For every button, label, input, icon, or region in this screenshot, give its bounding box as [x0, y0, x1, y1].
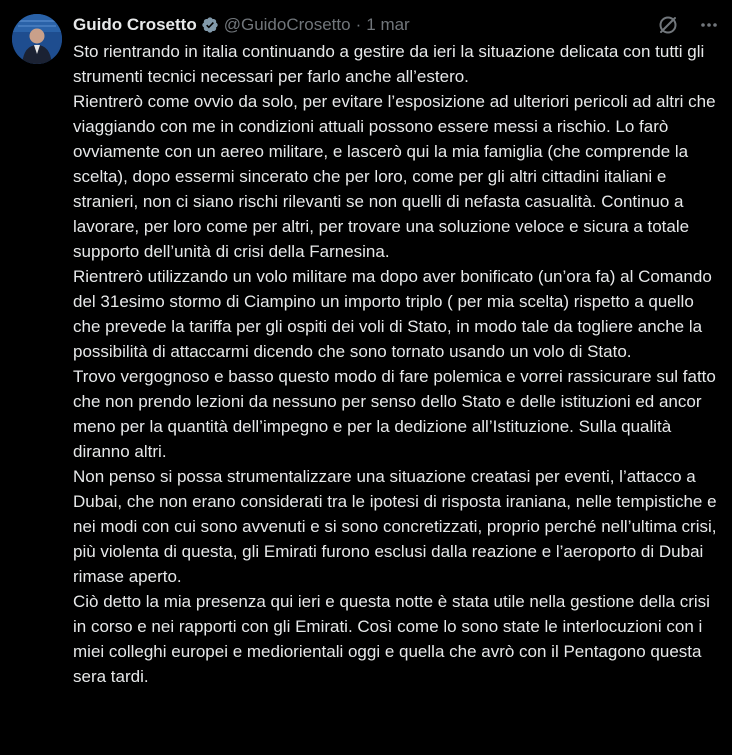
- separator-dot: ·: [355, 15, 362, 34]
- tweet-text: [73, 39, 723, 689]
- grok-icon[interactable]: [657, 14, 679, 36]
- more-options-icon[interactable]: [699, 15, 719, 35]
- tweet-content: [73, 12, 723, 689]
- tweet-paragraph: Sto rientrando in italia continuando a gestire da ieri la situazione delicata con tutti gli strumenti tecnici necessari per farlo anche all’estero.: [73, 42, 705, 86]
- tweet-paragraph: Non penso si possa strumentalizzare una situazione creatasi per eventi, l’attacco a Dubai, che non erano considerati tra le ipotesi di risposta iraniana, nelle tempistiche e nei modi con cui sono avvenuti e si sono concretizzati, proprio perché nell’ultima crisi, più violenta di questa, gli Emirati furono esclusi dalla reazione e l’aeroporto di Dubai rimase aperto.: [73, 467, 717, 586]
- author-handle[interactable]: @GuidoCrosetto: [223, 15, 351, 34]
- avatar-image: [12, 14, 62, 64]
- tweet-date[interactable]: 1 mar: [366, 15, 410, 34]
- tweet-actions: [657, 14, 723, 36]
- verified-badge-icon: [201, 16, 219, 34]
- author-name[interactable]: Guido Crosetto: [73, 15, 197, 34]
- tweet-header: [73, 12, 723, 38]
- tweet-paragraph: Rientrerò come ovvio da solo, per evitare l’esposizione ad ulteriori pericoli ad altri che viaggiando con me in condizioni attuali possono essere messi a rischio. Lo farò ovviamente con un aereo militare, e lascerò qui la mia famiglia (che comprende la scelta), dopo essermi sincerato che per loro, come per gli altri cittadini italiani e stranieri, non ci siano rischi rilevanti se non quelli di nefasta casualità. Continuo a lavorare, per loro come per altri, per trovare una soluzione veloce e sicura a totale supporto dell’unità di crisi della Farnesina.: [73, 92, 716, 261]
- tweet-paragraph: Ciò detto la mia presenza qui ieri e questa notte è stata utile nella gestione della crisi in corso e nei rapporti con gli Emirati. Così come lo sono state le interlocuzioni con i miei colleghi europei e mediorientali oggi e quella che avrò con il Pentagono questa sera tardi.: [73, 592, 710, 686]
- avatar[interactable]: [12, 14, 62, 64]
- tweet-paragraph: Rientrerò utilizzando un volo militare ma dopo aver bonificato (un’ora fa) al Comando del 31esimo stormo di Ciampino un importo triplo ( per mia scelta) rispetto a quello che prevede la tariffa per gli ospiti dei voli di Stato, in modo tale da togliere anche la possibilità di attaccarmi dicendo che sono tornato usando un volo di Stato.: [73, 267, 712, 361]
- tweet-paragraph: Trovo vergognoso e basso questo modo di fare polemica e vorrei rassicurare sul fatto che non prendo lezioni da nessuno per senso dello Stato e delle istituzioni ed ancor meno per la quantità dell’impegno e per la dedizione all’Istituzione. Sulla qualità diranno altri.: [73, 367, 716, 461]
